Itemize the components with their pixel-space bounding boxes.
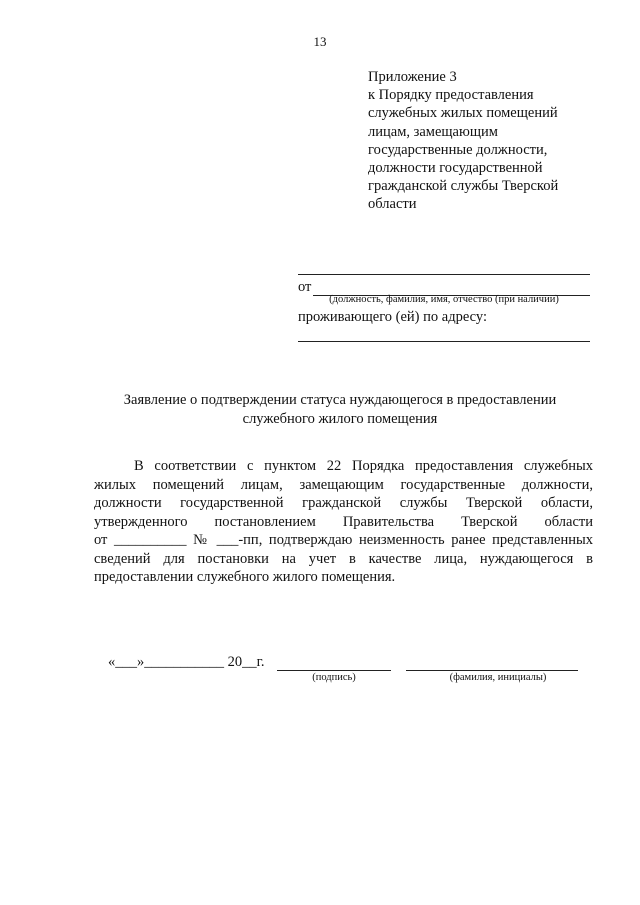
- signature-hint: (подпись): [312, 672, 356, 683]
- body-line: утвержденного постановлением Правительства Тверской области: [94, 513, 593, 530]
- page-number: 13: [313, 34, 327, 49]
- position-hint: (должность, фамилия, имя, отчество (при наличии): [329, 294, 559, 305]
- from-label: от: [298, 279, 312, 295]
- name-blank-line[interactable]: [406, 670, 578, 671]
- body-line: от __________ № ___-пп, подтверждаю неизменность ранее представленных: [94, 532, 593, 548]
- body-line: В соответствии с пунктом 22 Порядка предоставления служебных: [134, 458, 593, 474]
- addressee-blank-line[interactable]: [298, 274, 590, 275]
- body-line: жилых помещений лицам, замещающим государственные должности,: [94, 476, 593, 493]
- body-line: сведений для постановки на учет в качестве лица, нуждающегося в: [94, 550, 593, 567]
- living-label: проживающего (ей) по адресу:: [298, 309, 487, 325]
- body-line: должности государственной гражданской службы Тверской области,: [94, 495, 593, 511]
- document-title: [90, 391, 590, 429]
- appendix-block: [368, 68, 598, 214]
- name-hint: (фамилия, инициалы): [449, 672, 547, 683]
- appendix-line: должности государственной: [368, 160, 543, 177]
- body-line: предоставлении служебного жилого помещения.: [94, 569, 396, 585]
- signature-blank-line[interactable]: [277, 670, 391, 671]
- address-blank-line[interactable]: [298, 341, 590, 342]
- title-line-2: служебного жилого помещения: [242, 411, 438, 427]
- appendix-line: области: [368, 196, 417, 213]
- appendix-line: лицам, замещающим: [368, 123, 498, 140]
- title-line-1: Заявление о подтверждении статуса нуждающегося в предоставлении: [123, 392, 557, 408]
- statement-body: [94, 457, 593, 587]
- appendix-line: государственные должности,: [368, 141, 548, 158]
- appendix-line: гражданской службы Тверской: [368, 178, 559, 195]
- date-field[interactable]: «___»___________ 20__г.: [108, 654, 265, 670]
- appendix-line: Приложение 3: [368, 69, 457, 85]
- appendix-line: к Порядку предоставления: [368, 87, 534, 104]
- appendix-line: служебных жилых помещений: [368, 105, 558, 122]
